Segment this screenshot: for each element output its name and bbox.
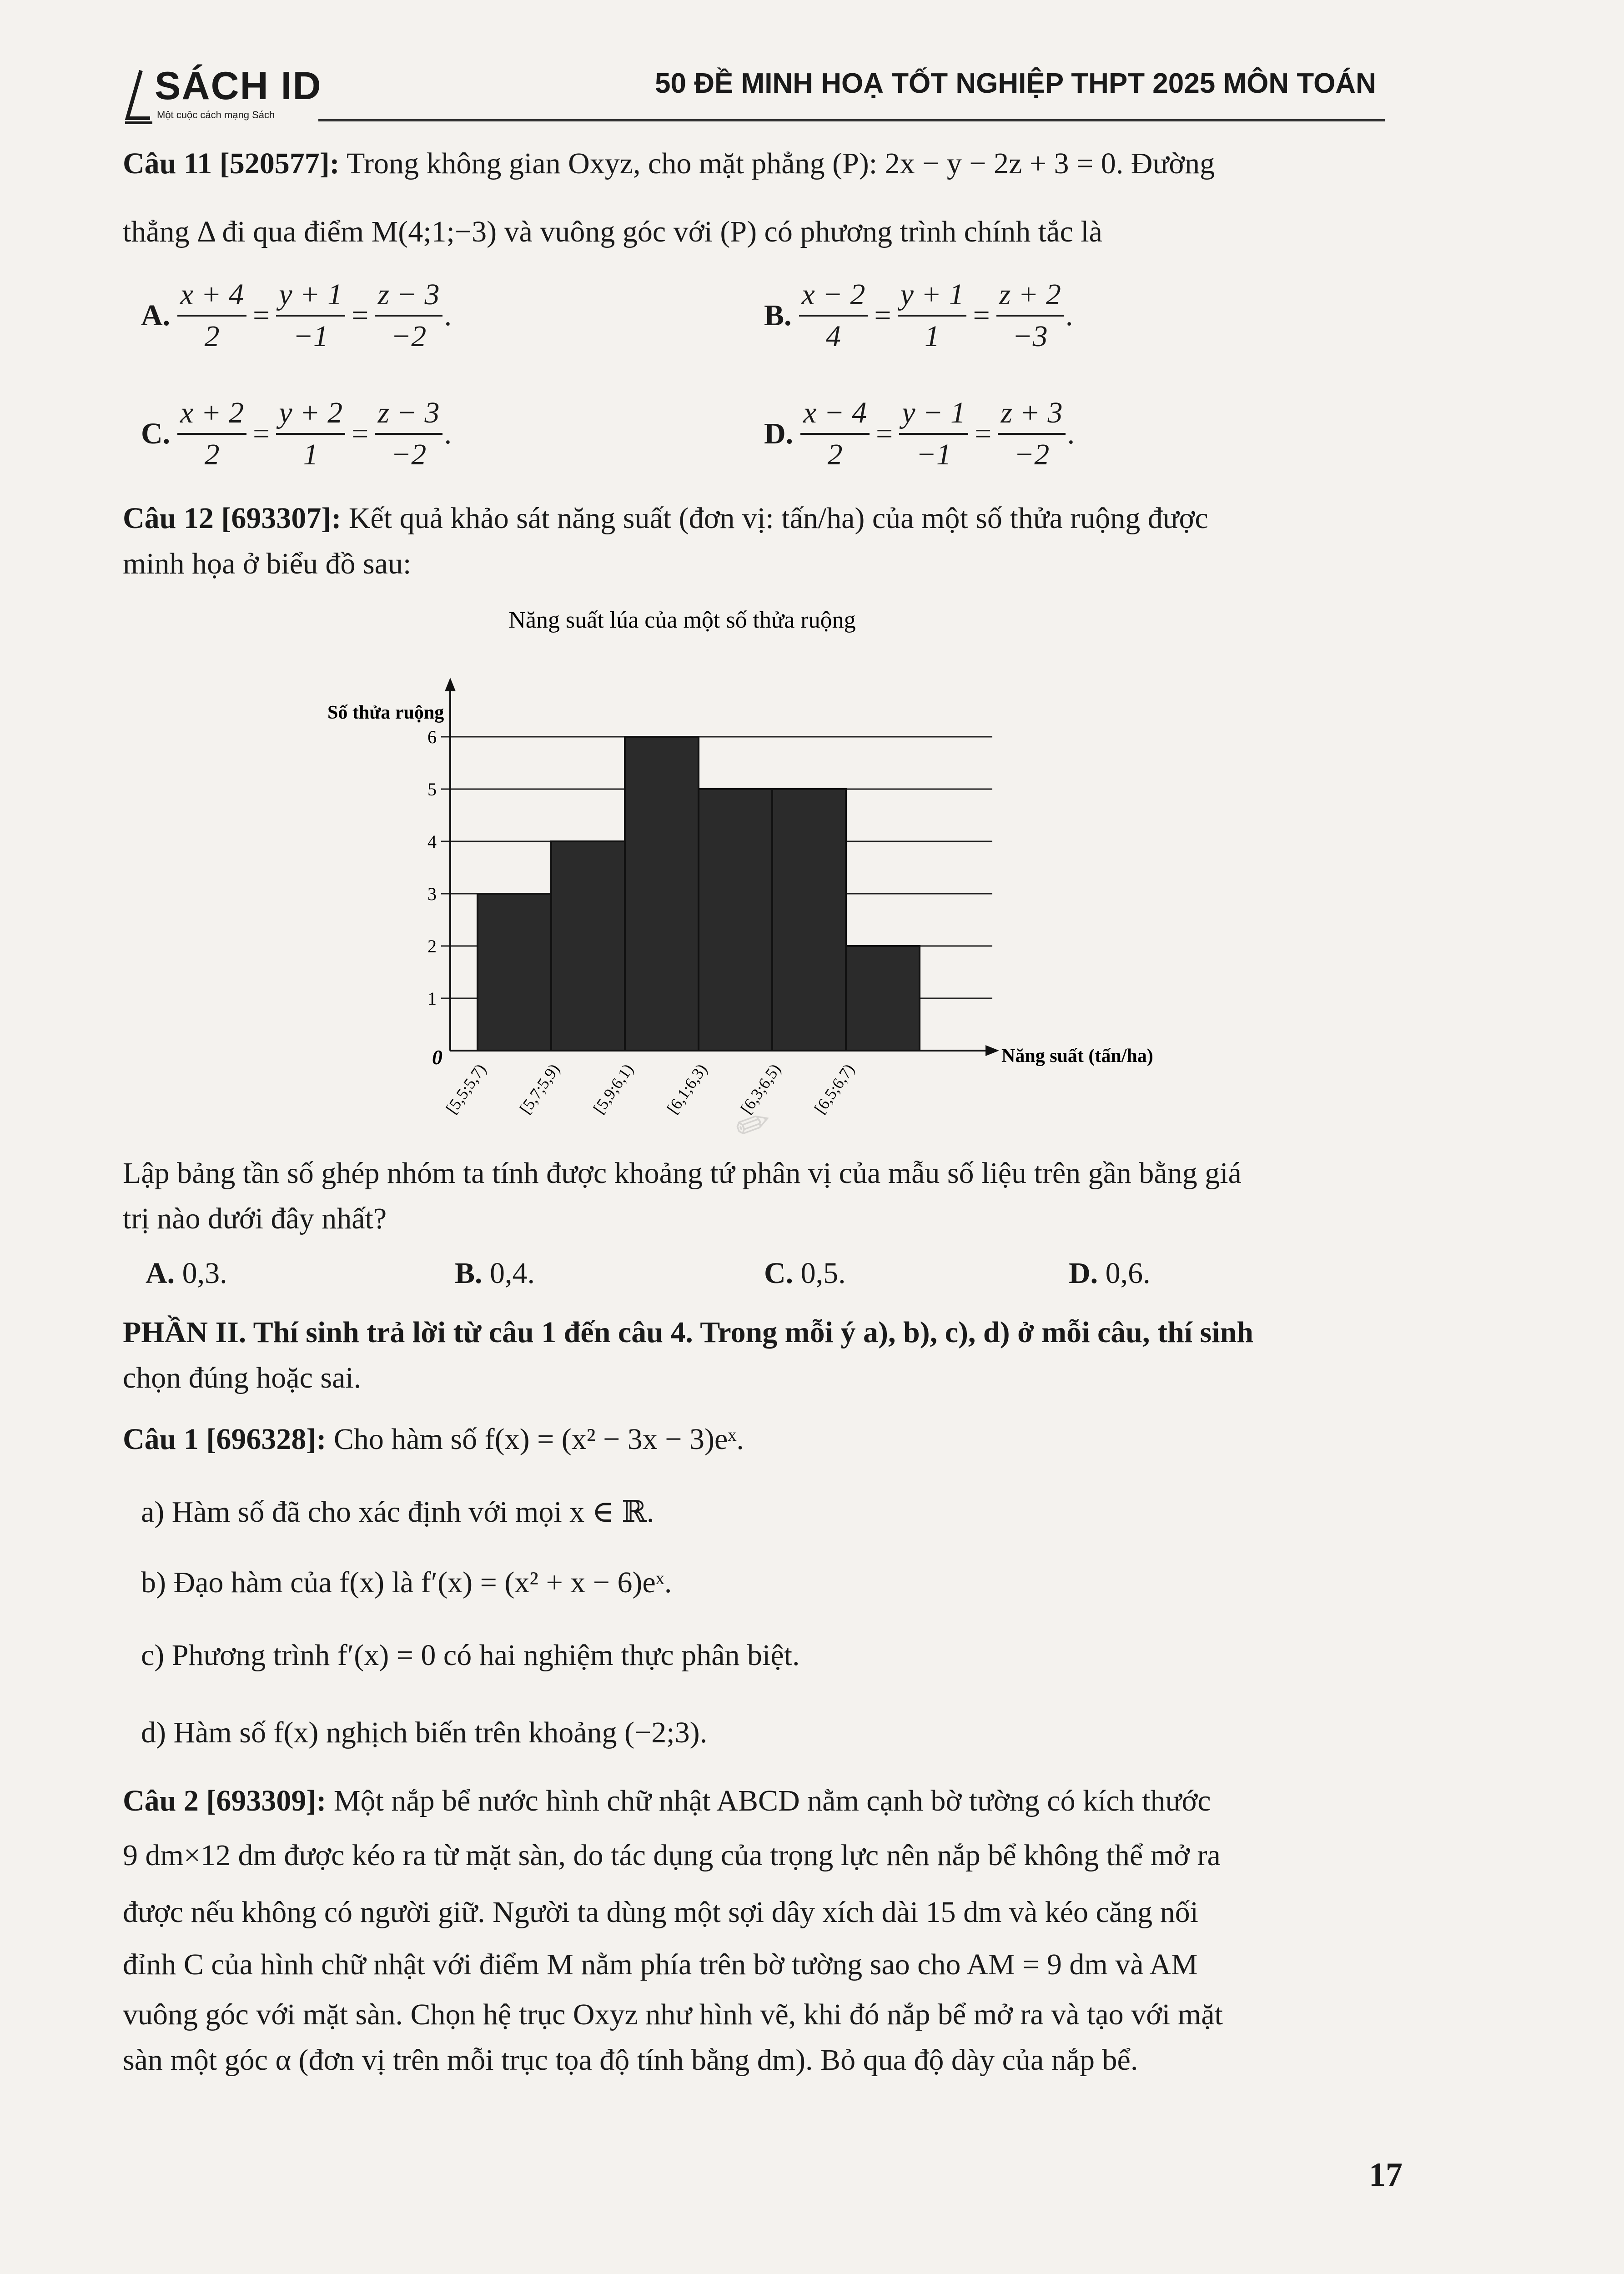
q2-line5: vuông góc với mặt sàn. Chọn hệ trục Oxyz như hình vẽ, khi đó nắp bể mở ra và tạo với mặt	[123, 1998, 1223, 2031]
q1-text: Cho hàm số f(x) = (x² − 3x − 3)eˣ.	[333, 1423, 744, 1456]
fraction	[177, 396, 246, 472]
option-label: C.	[141, 417, 171, 450]
x-tick-label: [6,5;6,7)	[810, 1060, 858, 1117]
q11-label: Câu 11 [520577]:	[123, 147, 340, 180]
logo-tagline: Một cuộc cách mạng Sách	[157, 109, 275, 121]
watermark: ✎	[726, 1099, 782, 1150]
q2-line1	[123, 1783, 1211, 1819]
option-label: B.	[764, 299, 792, 332]
histogram-bar	[478, 894, 551, 1051]
q12-text-1: Kết quả khảo sát năng suất (đơn vị: tấn/ha) của một số thửa ruộng được	[348, 502, 1208, 535]
numerator: z + 3	[998, 396, 1065, 435]
denominator: 2	[204, 438, 220, 471]
part2-line2: chọn đúng hoặc sai.	[123, 1361, 362, 1394]
q2-label: Câu 2 [693309]:	[123, 1784, 327, 1817]
histogram-bar	[772, 789, 846, 1051]
y-tick-label: 2	[427, 936, 437, 956]
q12-label: Câu 12 [693307]:	[123, 502, 342, 535]
q11-option-d[interactable]	[764, 396, 1075, 472]
y-tick-label: 6	[427, 727, 437, 747]
numerator: x + 4	[177, 277, 246, 317]
x-axis-label: Năng suất (tấn/ha)	[1001, 1046, 1153, 1067]
equals-sign: =	[874, 299, 891, 332]
histogram-chart	[246, 600, 1292, 1160]
numerator: x − 4	[800, 396, 870, 435]
logo-text: SÁCH ID	[155, 64, 322, 108]
q11-option-b[interactable]	[764, 277, 1073, 354]
period: .	[444, 417, 452, 450]
numerator: z − 3	[375, 396, 442, 435]
fraction	[375, 396, 442, 472]
denominator: −1	[916, 438, 951, 471]
q2-line6: sàn một góc α (đơn vị trên mỗi trục tọa độ tính bằng dm). Bỏ qua độ dày của nắp bể.	[123, 2043, 1138, 2077]
denominator: 2	[204, 320, 220, 353]
denominator: 4	[825, 320, 841, 353]
denominator: −2	[391, 438, 427, 471]
equals-sign: =	[253, 299, 270, 332]
q12-line2: minh họa ở biểu đồ sau:	[123, 547, 412, 580]
q11-line2: thẳng Δ đi qua điểm M(4;1;−3) và vuông góc với (P) có phương trình chính tắc là	[123, 215, 1102, 248]
x-tick-label: [6,3;6,5)	[737, 1060, 784, 1117]
equals-sign: =	[973, 299, 990, 332]
option-label: A.	[146, 1257, 182, 1290]
option-value: 0,6.	[1105, 1257, 1151, 1290]
y-tick-label: 4	[427, 831, 437, 852]
q2-line3: được nếu không có người giữ. Người ta dùng một sợi dây xích dài 15 dm và kéo căng nối	[123, 1896, 1198, 1929]
book-logo-icon	[123, 68, 155, 127]
q12-question-1: Lập bảng tần số ghép nhóm ta tính được khoảng tứ phân vị của mẫu số liệu trên gần bằng giá	[123, 1157, 1242, 1190]
histogram-bar	[551, 841, 625, 1051]
q12-option-c[interactable]	[764, 1255, 846, 1291]
period: .	[1067, 417, 1075, 450]
numerator: y + 1	[898, 277, 967, 317]
numerator: x + 2	[177, 396, 246, 435]
y-axis-label: Số thửa ruộng	[327, 702, 444, 723]
numerator: y + 2	[276, 396, 345, 435]
chart-title: Năng suất lúa của một số thửa ruộng	[508, 607, 856, 633]
denominator: 2	[827, 438, 843, 471]
option-label: B.	[455, 1257, 490, 1290]
q2-line2: 9 dm×12 dm được kéo ra từ mặt sàn, do tác dụng của trọng lực nên nắp bể không thể mở ra	[123, 1839, 1221, 1872]
equals-sign: =	[876, 417, 893, 450]
numerator: y − 1	[899, 396, 968, 435]
q12-option-d[interactable]	[1069, 1255, 1151, 1291]
fraction	[898, 277, 967, 354]
q1-label: Câu 1 [696328]:	[123, 1423, 327, 1456]
option-label: C.	[764, 1257, 801, 1290]
fraction	[800, 396, 870, 472]
histogram-bar	[846, 946, 920, 1051]
header-title: 50 ĐỀ MINH HOẠ TỐT NGHIỆP THPT 2025 MÔN TOÁN	[655, 68, 1376, 99]
logo	[123, 64, 359, 136]
q11-option-a[interactable]	[141, 277, 452, 354]
page-number: 17	[1369, 2156, 1403, 2194]
q12-option-a[interactable]	[146, 1255, 227, 1291]
x-tick-label: [6,1;6,3)	[663, 1060, 711, 1117]
option-value: 0,4.	[490, 1257, 535, 1290]
option-label: A.	[141, 299, 171, 332]
fraction	[177, 277, 246, 354]
fraction	[276, 277, 345, 354]
y-tick-label: 5	[427, 779, 437, 800]
q1-line	[123, 1421, 744, 1457]
equals-sign: =	[352, 417, 369, 450]
option-value: 0,5.	[800, 1257, 846, 1290]
fraction	[899, 396, 968, 472]
x-tick-label: [5,9;6,1)	[589, 1060, 637, 1117]
y-tick-label: 1	[427, 988, 437, 1009]
period: .	[1065, 299, 1073, 332]
numerator: x − 2	[799, 277, 868, 317]
equals-sign: =	[352, 299, 369, 332]
fraction	[996, 277, 1064, 354]
denominator: 1	[925, 320, 940, 353]
y-axis-arrow	[445, 678, 456, 691]
x-tick-label: [5,5;5,7)	[442, 1060, 490, 1117]
fraction	[276, 396, 345, 472]
header-divider	[318, 119, 1385, 121]
q1-item-a: a) Hàm số đã cho xác định với mọi x ∈ ℝ.	[141, 1495, 654, 1529]
q2-text-1: Một nắp bể nước hình chữ nhật ABCD nằm cạnh bờ tường có kích thước	[333, 1784, 1211, 1817]
option-label: D.	[1069, 1257, 1106, 1290]
option-value: 0,3.	[182, 1257, 227, 1290]
x-tick-label: [5,7;5,9)	[516, 1060, 563, 1117]
numerator: z + 2	[996, 277, 1064, 317]
q2-line4: đỉnh C của hình chữ nhật với điểm M nằm phía trên bờ tường sao cho AM = 9 dm và AM	[123, 1948, 1198, 1981]
q12-line1	[123, 500, 1208, 536]
numerator: z − 3	[375, 277, 442, 317]
fraction	[375, 277, 442, 354]
q11-line1	[123, 146, 1215, 181]
denominator: −2	[1014, 438, 1050, 471]
part2-line1: PHẦN II. Thí sinh trả lời từ câu 1 đến câu 4. Trong mỗi ý a), b), c), d) ở mỗi câu, thí sinh	[123, 1316, 1253, 1349]
q11-text-1: Trong không gian Oxyz, cho mặt phẳng (P): 2x − y − 2z + 3 = 0. Đường	[346, 147, 1215, 180]
q12-option-b[interactable]	[455, 1255, 535, 1291]
histogram-bar	[699, 789, 772, 1051]
y-tick-label: 3	[427, 884, 437, 904]
numerator: y + 1	[276, 277, 345, 317]
denominator: −3	[1012, 320, 1048, 353]
fraction	[998, 396, 1065, 472]
equals-sign: =	[253, 417, 270, 450]
denominator: −1	[293, 320, 328, 353]
x-axis-arrow	[985, 1045, 999, 1056]
fraction	[799, 277, 868, 354]
period: .	[444, 299, 452, 332]
denominator: 1	[303, 438, 318, 471]
q1-item-c: c) Phương trình f′(x) = 0 có hai nghiệm thực phân biệt.	[141, 1639, 800, 1672]
option-label: D.	[764, 417, 794, 450]
q12-question-2: trị nào dưới đây nhất?	[123, 1202, 387, 1235]
histogram-bar	[625, 737, 699, 1051]
q1-item-d: d) Hàm số f(x) nghịch biến trên khoảng (−2;3).	[141, 1716, 708, 1749]
origin-label: 0	[432, 1046, 442, 1069]
equals-sign: =	[975, 417, 992, 450]
denominator: −2	[391, 320, 427, 353]
q11-option-c[interactable]	[141, 396, 452, 472]
q1-item-b: b) Đạo hàm của f(x) là f′(x) = (x² + x − 6)eˣ.	[141, 1566, 672, 1599]
